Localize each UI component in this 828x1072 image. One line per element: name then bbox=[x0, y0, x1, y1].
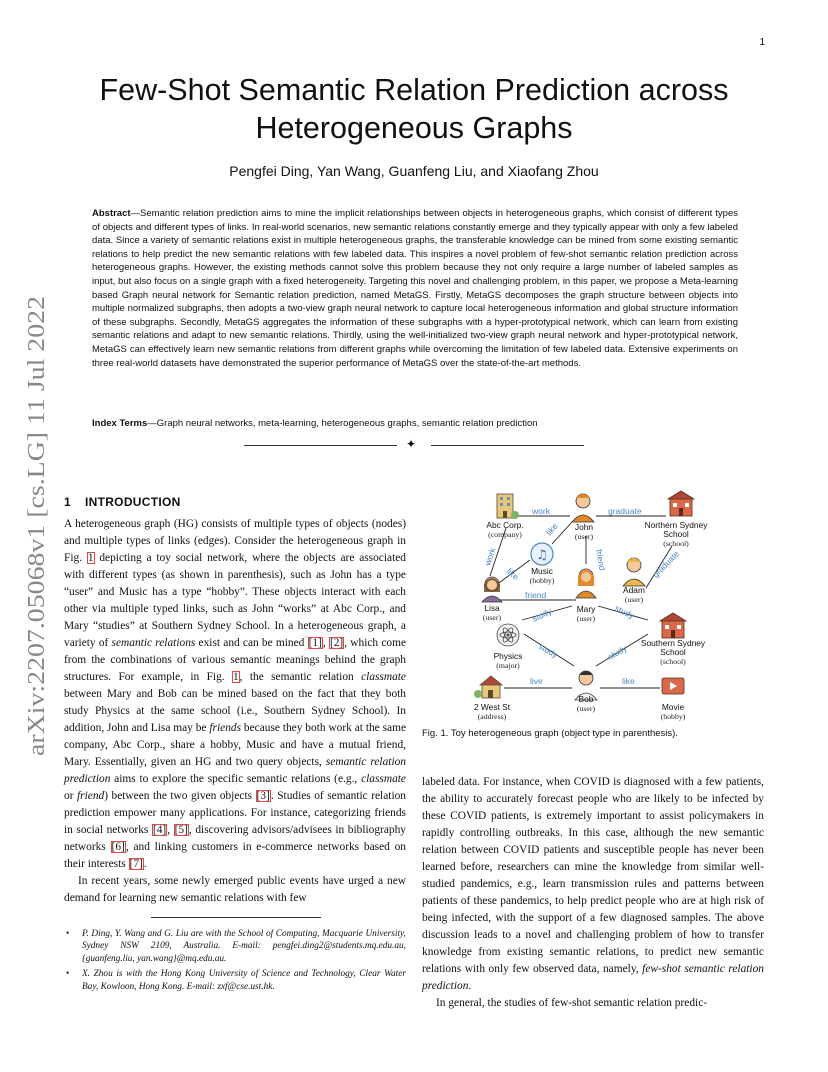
right-paragraph-2: In general, the studies of few-shot semantic relation predic- bbox=[436, 997, 708, 1009]
intro-text: , discovering advisors/advisees in bibliography networks bbox=[64, 824, 406, 853]
abstract-label: Abstract bbox=[92, 208, 131, 219]
node-nsyd-name: Northern Sydney bbox=[644, 520, 708, 530]
arxiv-identifier bbox=[22, 296, 52, 756]
abstract-text: —Semantic relation prediction aims to mine the implicit relationships between objects in heterogeneous graphs, which consist of different types of objects and different types of links. In real-world scenarios, new semantic relations constantly emerge and they typically appear with only a few labeled data. Since a variety of semantic relations exist in multiple heterogeneous graphs, the transferable knowledge can be mined from some existing semantic relations to help predict the new semantic relations with few labeled data. This inspires a novel problem of few-shot semantic relation prediction across heterogeneous graphs. However, the existing methods cannot solve this problem because they not only require a large number of labeled samples as input, but also focus on a single graph with a fixed heterogeneity. Targeting this novel and challenging problem, in this paper, we propose a Meta-learning based Graph neural network for Semantic relation prediction, named MetaGS. Firstly, MetaGS decomposes the graph structure between objects into multiple normalized subgraphs, then adopts a two-view graph neural network to capture local heterogeneous information and global structure information of these subgraphs. Secondly, MetaGS aggregates the information of these subgraphs with a hyper-prototypical network, which can learn from existing semantic relations and adapt to new semantic relations. Thirdly, using the well-initialized two-view graph neural network and hyper-prototypical network, MetaGS can effectively learn new semantic relations from different graphs while overcoming the limitation of few labeled data. Extensive experiments on three real-world datasets have demonstrated the superior performance of MetaGS over the state-of-the-art methods. bbox=[92, 208, 738, 369]
edge-label-friend: friend bbox=[594, 548, 608, 572]
index-terms bbox=[92, 418, 738, 429]
intro-text: . bbox=[143, 858, 147, 870]
separator-diamond: ✦ bbox=[406, 437, 417, 451]
right-text: . bbox=[468, 980, 472, 992]
intro-text: aims to explore the specific semantic relations (e.g., bbox=[110, 773, 362, 785]
figure-caption: Fig. 1. Toy heterogeneous graph (object type in parenthesis). bbox=[422, 728, 678, 739]
intro-emphasis: semantic relations bbox=[111, 637, 196, 649]
arxiv-identifier-text: arXiv:2207.05068v1 [cs.LG] 11 Jul 2022 bbox=[24, 359, 50, 756]
node-abc-name: Abc Corp. bbox=[486, 520, 524, 530]
figure-ref-link[interactable]: 1 bbox=[232, 671, 239, 683]
footnote-text: P. Ding, Y. Wang and G. Liu are with the School of Computing, Macquarie University, Sydney NSW 2109, Australia. E-mail: pengfei.ding2@students.mq.edu.au, {guanfeng.liu, yan.wang}@mq.edu.au. bbox=[82, 929, 406, 964]
node-music-type: (hobby) bbox=[529, 576, 555, 585]
right-text: labeled data. For instance, when COVID is diagnosed with a few patients, the ability to accurately forecast people who are likely to be infected by these COVID patients, is extremely important to assist policymakers in rapidly controlling outbreaks. In this case, although the new semantic relation between COVID patients and susceptible people has never been learned before, researchers can mine the knowledge from similar well-studied pandemics, e.g., learn transmission rules and patterns between patients of these pandemics, to help predict people who are at high risk of being infected, with the support of a few diagnosed samples. The above discussion leads to a novel and challenging problem of how to transfer knowledge from existing semantic relations, to predict new semantic relations with only few observed data, namely, bbox=[422, 776, 764, 975]
intro-text: A heterogeneous graph (HG) consists of multiple types of objects (nodes) and multiple types of links (edges). Consider the heterogeneous graph in Fig. bbox=[64, 518, 406, 564]
node-john-name: John bbox=[574, 522, 594, 532]
intro-text: , bbox=[322, 637, 329, 649]
right-emphasis: few-shot semantic relation prediction bbox=[422, 963, 764, 992]
school-icon bbox=[660, 613, 686, 638]
author-list: Pengfei Ding, Yan Wang, Guanfeng Liu, and Xiaofang Zhou bbox=[229, 163, 599, 179]
paper-title bbox=[60, 71, 768, 147]
person-lisa-icon bbox=[482, 577, 502, 602]
atom-icon bbox=[497, 624, 519, 646]
node-nsyd-type: (school) bbox=[663, 539, 689, 548]
edge-label-study: study bbox=[537, 641, 560, 660]
music-note-icon bbox=[531, 543, 553, 565]
right-column bbox=[422, 774, 764, 1012]
node-physics-type: (major) bbox=[496, 661, 520, 670]
page-number: 1 bbox=[759, 37, 765, 48]
intro-emphasis: classmate bbox=[361, 773, 406, 785]
intro-text: , and linking customers in e-commerce networks based on their interests bbox=[64, 841, 406, 870]
abstract bbox=[92, 207, 738, 370]
left-column bbox=[64, 516, 406, 907]
citation-link[interactable]: [2] bbox=[329, 637, 344, 649]
footnote bbox=[64, 968, 406, 993]
intro-text: or bbox=[64, 790, 77, 802]
edge-label-study: study bbox=[606, 642, 629, 662]
node-adam-name: Adam bbox=[623, 585, 645, 595]
edge-label-friend: friend bbox=[525, 590, 547, 600]
building-icon bbox=[497, 494, 519, 519]
intro-text: between Mary and Bob can be mined based on the fact that they both study Physics at the same school (i.e., Southern Sydney School). In addition, John and Lisa may be bbox=[64, 688, 406, 734]
node-adam-type: (user) bbox=[624, 595, 644, 604]
school-icon bbox=[668, 491, 694, 516]
footnote-bullet: • bbox=[66, 929, 70, 939]
heterogeneous-graph-diagram bbox=[470, 488, 720, 724]
node-abc-type: (company) bbox=[488, 530, 522, 539]
edge-label-graduate: graduate bbox=[650, 548, 682, 580]
intro-text: ) between the two given objects bbox=[104, 790, 256, 802]
section-title: INTRODUCTION bbox=[84, 495, 181, 509]
figure-ref-link[interactable]: 1 bbox=[87, 552, 94, 564]
node-bob-name: Bob bbox=[578, 694, 594, 704]
node-mary-type: (user) bbox=[576, 614, 596, 623]
footnote bbox=[64, 928, 406, 965]
footnote-text: X. Zhou is with the Hong Kong University of Science and Technology, Clear Water Bay, Kowloon, Hong Kong. E-mail: zxf@cse.ust.hk. bbox=[82, 969, 406, 992]
node-west-name: 2 West St bbox=[473, 702, 511, 712]
title-line-1: Few-Shot Semantic Relation Prediction across bbox=[99, 73, 729, 107]
right-paragraph-1 bbox=[422, 774, 764, 995]
footnote-bullet: • bbox=[66, 969, 70, 980]
edge-label-like: like bbox=[543, 521, 560, 538]
intro-text: exist and can be mined bbox=[195, 637, 308, 649]
intro-emphasis: friends bbox=[209, 722, 242, 734]
figure-1 bbox=[470, 488, 720, 724]
intro-emphasis: classmate bbox=[361, 671, 406, 683]
intro-emphasis: semantic relation prediction bbox=[64, 756, 407, 785]
intro-emphasis: friend bbox=[77, 790, 105, 802]
movie-icon bbox=[662, 678, 684, 694]
node-mary-name: Mary bbox=[576, 604, 596, 614]
node-movie-name: Movie bbox=[661, 702, 685, 712]
citation-link[interactable]: [3] bbox=[256, 790, 270, 802]
node-movie-type: (hobby) bbox=[660, 712, 686, 721]
citation-link[interactable]: [7] bbox=[129, 858, 143, 870]
node-ssyd-name: Southern Sydney bbox=[640, 638, 706, 648]
intro-text: , which come from the combinations of various semantic meanings behind the graph structures. For example, in Fig. bbox=[64, 637, 407, 683]
footnote-rule bbox=[151, 917, 321, 918]
house-icon bbox=[474, 676, 502, 698]
separator-line-left bbox=[244, 445, 397, 446]
section-heading bbox=[64, 495, 181, 509]
edge-label-graduate: graduate bbox=[608, 506, 642, 516]
intro-paragraph-1 bbox=[64, 516, 406, 873]
edge-label-like: like bbox=[504, 566, 521, 583]
citation-link[interactable]: [6] bbox=[111, 841, 125, 853]
intro-paragraph-2: In recent years, some newly emerged public events have urged a new demand for learning new semantic relations with few bbox=[64, 875, 406, 904]
footnotes bbox=[64, 928, 406, 996]
citation-link[interactable]: [1] bbox=[308, 637, 322, 649]
node-ssyd-type: (school) bbox=[660, 657, 686, 666]
intro-text: , the semantic relation bbox=[239, 671, 362, 683]
separator-line-right bbox=[431, 445, 584, 446]
citation-link[interactable]: [5] bbox=[174, 824, 188, 836]
edge-label-study: study bbox=[530, 605, 554, 624]
node-music-name: Music bbox=[531, 566, 553, 576]
node-nsyd-name: School bbox=[663, 529, 689, 539]
edge-label-work: work bbox=[482, 546, 498, 567]
node-john-type: (user) bbox=[574, 532, 594, 541]
node-lisa-name: Lisa bbox=[484, 603, 500, 613]
person-mary-icon bbox=[576, 569, 596, 598]
edge-label-live: live bbox=[530, 676, 543, 686]
intro-text: because they both work at the same company, Abc Corp., share a hobby, Music and have a mutual friend, Mary. Essentially, given an HG and two query objects, bbox=[64, 722, 407, 768]
edge-label-work: work bbox=[532, 506, 550, 516]
intro-text: , bbox=[167, 824, 174, 836]
title-line-2: Heterogeneous Graphs bbox=[255, 111, 573, 145]
index-terms-label: Index Terms bbox=[92, 418, 148, 429]
section-number: 1 bbox=[64, 495, 71, 509]
person-adam-icon bbox=[623, 558, 645, 586]
node-west-type: (address) bbox=[477, 712, 507, 721]
arxiv-identifier-svg bbox=[22, 296, 52, 756]
intro-text: depicting a toy social network, where the objects are associated with different types (as shown in parenthesis), such as John has a type “user” and Music has a type “hobby”. These objects interact with each other via multiple typed links, such as John “works” at Abc Corp., and Mary “studies” at Southern Sydney School. In a heterogeneous graph, a variety of bbox=[64, 552, 406, 649]
svg-text:♫: ♫ bbox=[536, 548, 548, 563]
node-ssyd-name: School bbox=[660, 647, 686, 657]
node-lisa-type: (user) bbox=[482, 613, 502, 622]
intro-text: . Studies of semantic relation prediction empower many applications. For instance, categorizing friends in social networks bbox=[64, 790, 407, 836]
index-terms-text: —Graph neural networks, meta-learning, heterogeneous graphs, semantic relation prediction bbox=[147, 418, 538, 429]
node-bob-type: (user) bbox=[576, 704, 596, 713]
edge-label-like: like bbox=[622, 676, 635, 686]
section-separator bbox=[244, 437, 584, 453]
person-john-icon bbox=[572, 494, 594, 522]
citation-link[interactable]: [4] bbox=[152, 824, 167, 836]
node-physics-name: Physics bbox=[493, 651, 523, 661]
edge-label-study: study bbox=[613, 602, 636, 621]
